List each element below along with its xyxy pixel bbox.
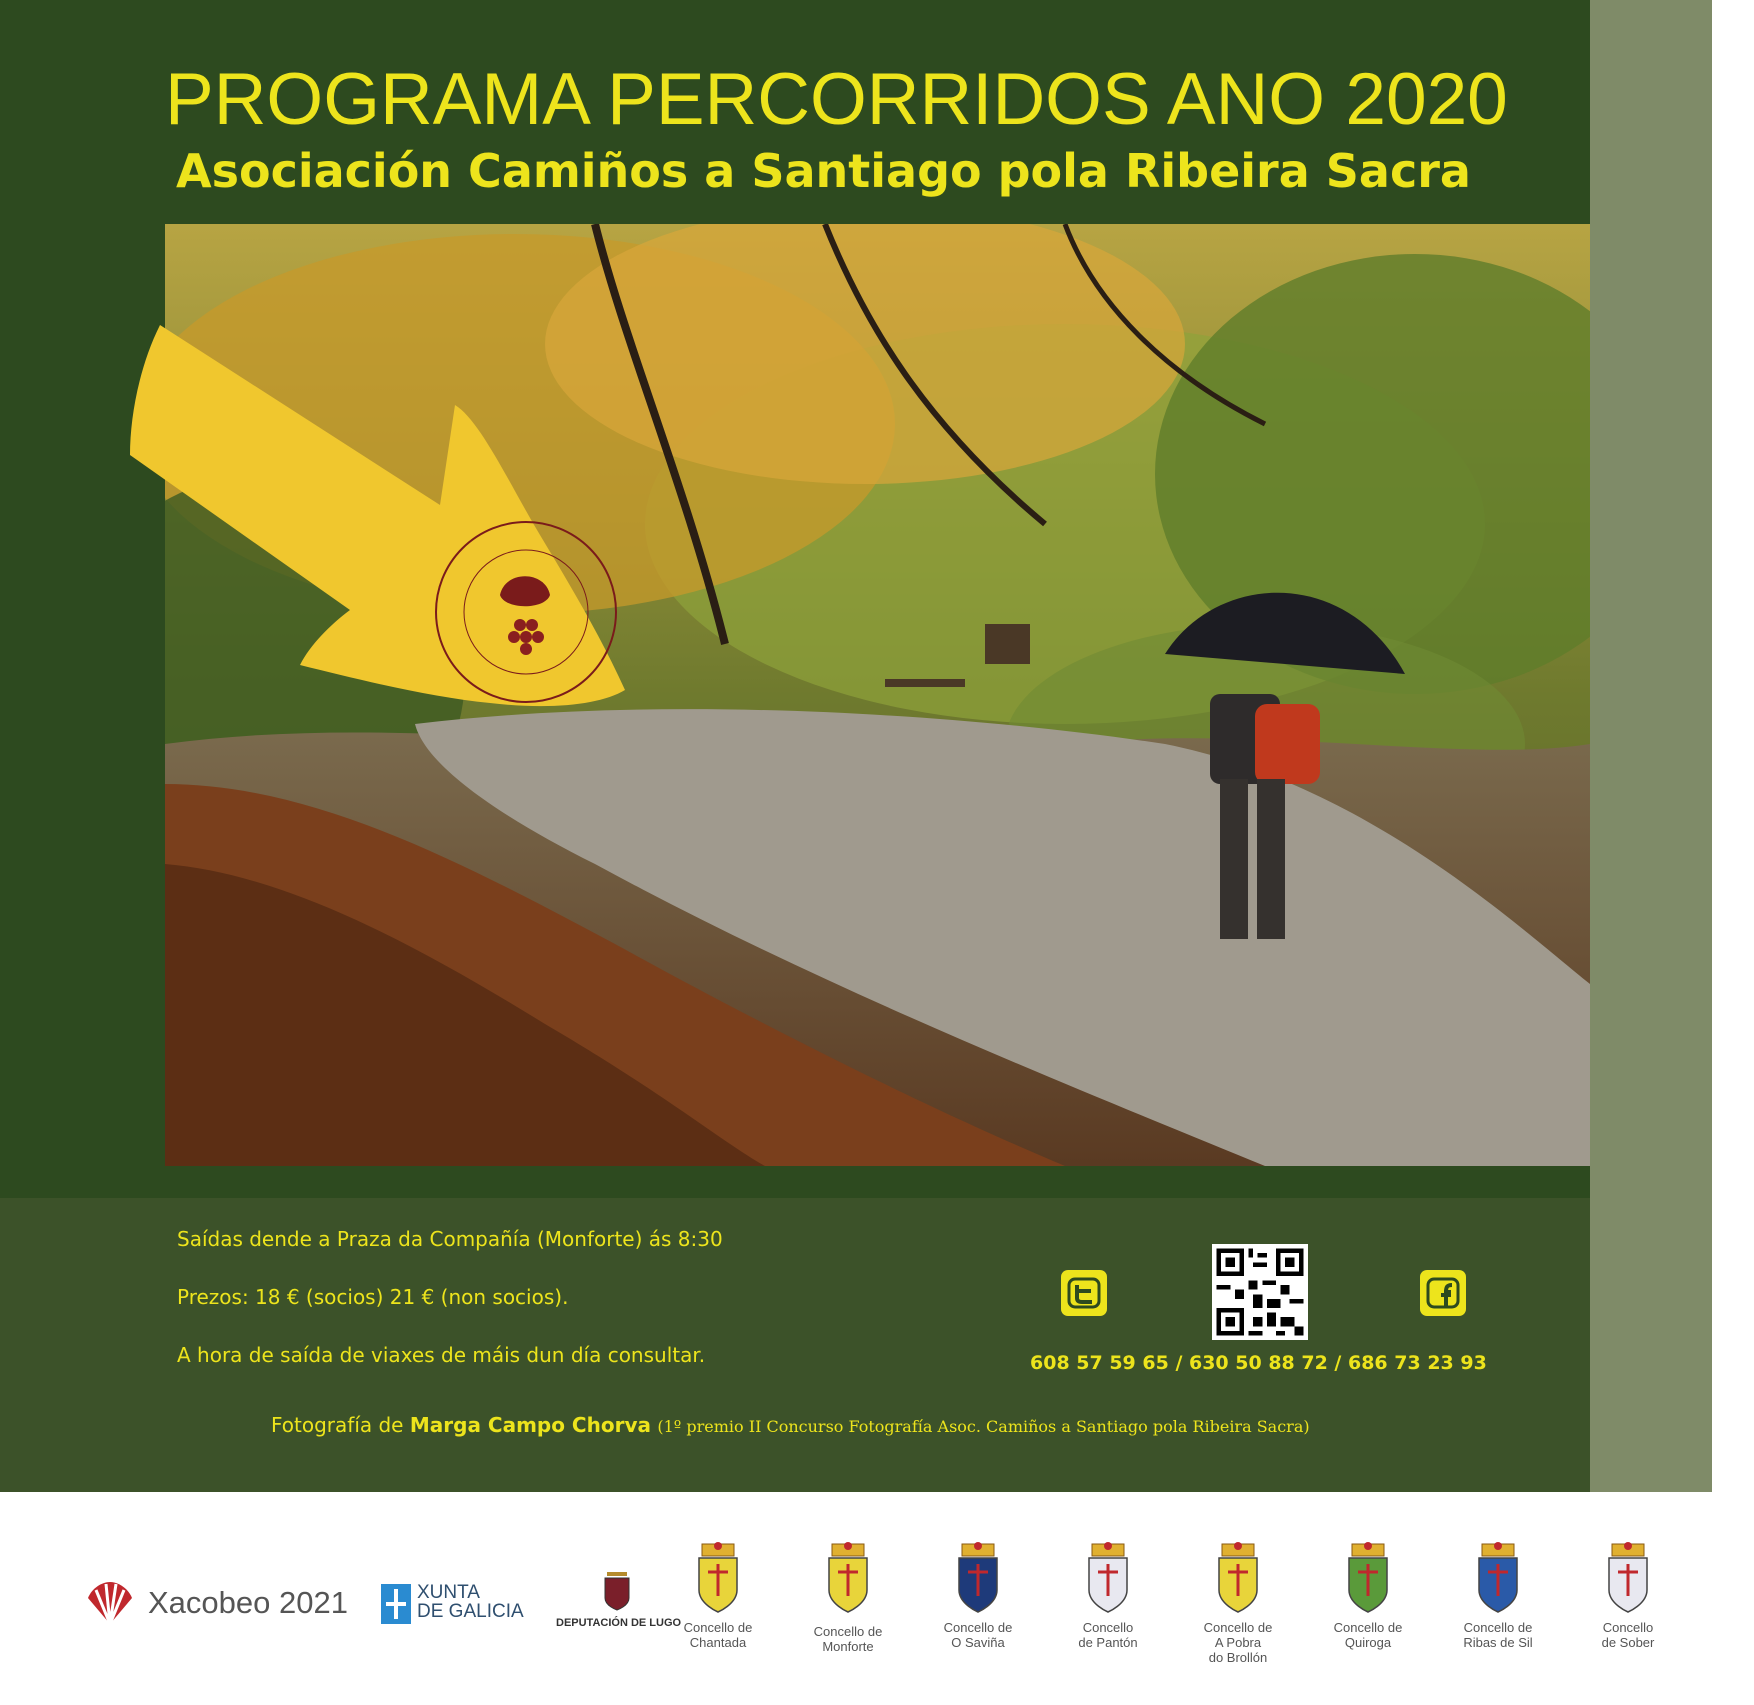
concello-label: Concello de Pantón (1078, 1620, 1138, 1650)
concello-label: Concello de Sober (1601, 1620, 1655, 1650)
concello-crest-icon (1214, 1540, 1262, 1620)
page-title: PROGRAMA PERCORRIDOS ANO 2020 (165, 59, 1508, 140)
schedule-note: A hora de saída de viaxes de máis dun día consultar. (177, 1343, 706, 1367)
deputacion-label: DEPUTACIÓN DE LUGO (556, 1617, 682, 1629)
credit-note: (1º premio II Concurso Fotografía Asoc. Camiños a Santiago pola Ribeira Sacra) (657, 1417, 1310, 1436)
departure-info: Saídas dende a Praza da Compañía (Monforte) ás 8:30 (177, 1227, 723, 1251)
qr-code-icon[interactable] (1212, 1244, 1308, 1340)
concello-crest-icon (954, 1540, 1002, 1620)
phone-numbers: 608 57 59 65 / 630 50 88 72 / 686 73 23 93 (1030, 1352, 1487, 1374)
page-subtitle: Asociación Camiños a Santiago pola Ribeira Sacra (176, 144, 1471, 198)
concello-crest-icon (824, 1540, 872, 1620)
concello-crest-icon (1344, 1540, 1392, 1620)
side-strip (1590, 0, 1712, 1492)
right-margin (1712, 0, 1754, 1492)
xunta-label: XUNTA DE GALICIA (417, 1582, 524, 1622)
concello-label: Concello de Chantada (683, 1620, 753, 1650)
facebook-icon[interactable] (1420, 1270, 1466, 1316)
concello-label: Concello de A Pobra do Brollón (1203, 1620, 1273, 1665)
xacobeo-logo-icon (82, 1576, 138, 1632)
concello-label: Concello de Quiroga (1333, 1620, 1403, 1650)
xacobeo-label: Xacobeo 2021 (148, 1585, 348, 1620)
photo-credit (271, 1413, 1310, 1437)
credit-prefix: Fotografía de (271, 1413, 410, 1437)
concello-crest-icon (1084, 1540, 1132, 1620)
xunta-logo-icon (381, 1584, 411, 1624)
deputacion-crest-icon (601, 1564, 633, 1614)
concello-label: Concello de O Saviña (943, 1620, 1013, 1650)
concello-crest-icon (1474, 1540, 1522, 1620)
concello-crest-icon (694, 1540, 742, 1620)
concello-label: Concello de Monforte (813, 1624, 883, 1654)
arrow-seal-logo (130, 325, 650, 715)
twitter-icon[interactable] (1061, 1270, 1107, 1316)
concello-crest-icon (1604, 1540, 1652, 1620)
concello-label: Concello de Ribas de Sil (1463, 1620, 1533, 1650)
credit-author: Marga Campo Chorva (409, 1413, 651, 1437)
price-info: Prezos: 18 € (socios) 21 € (non socios). (177, 1285, 569, 1309)
